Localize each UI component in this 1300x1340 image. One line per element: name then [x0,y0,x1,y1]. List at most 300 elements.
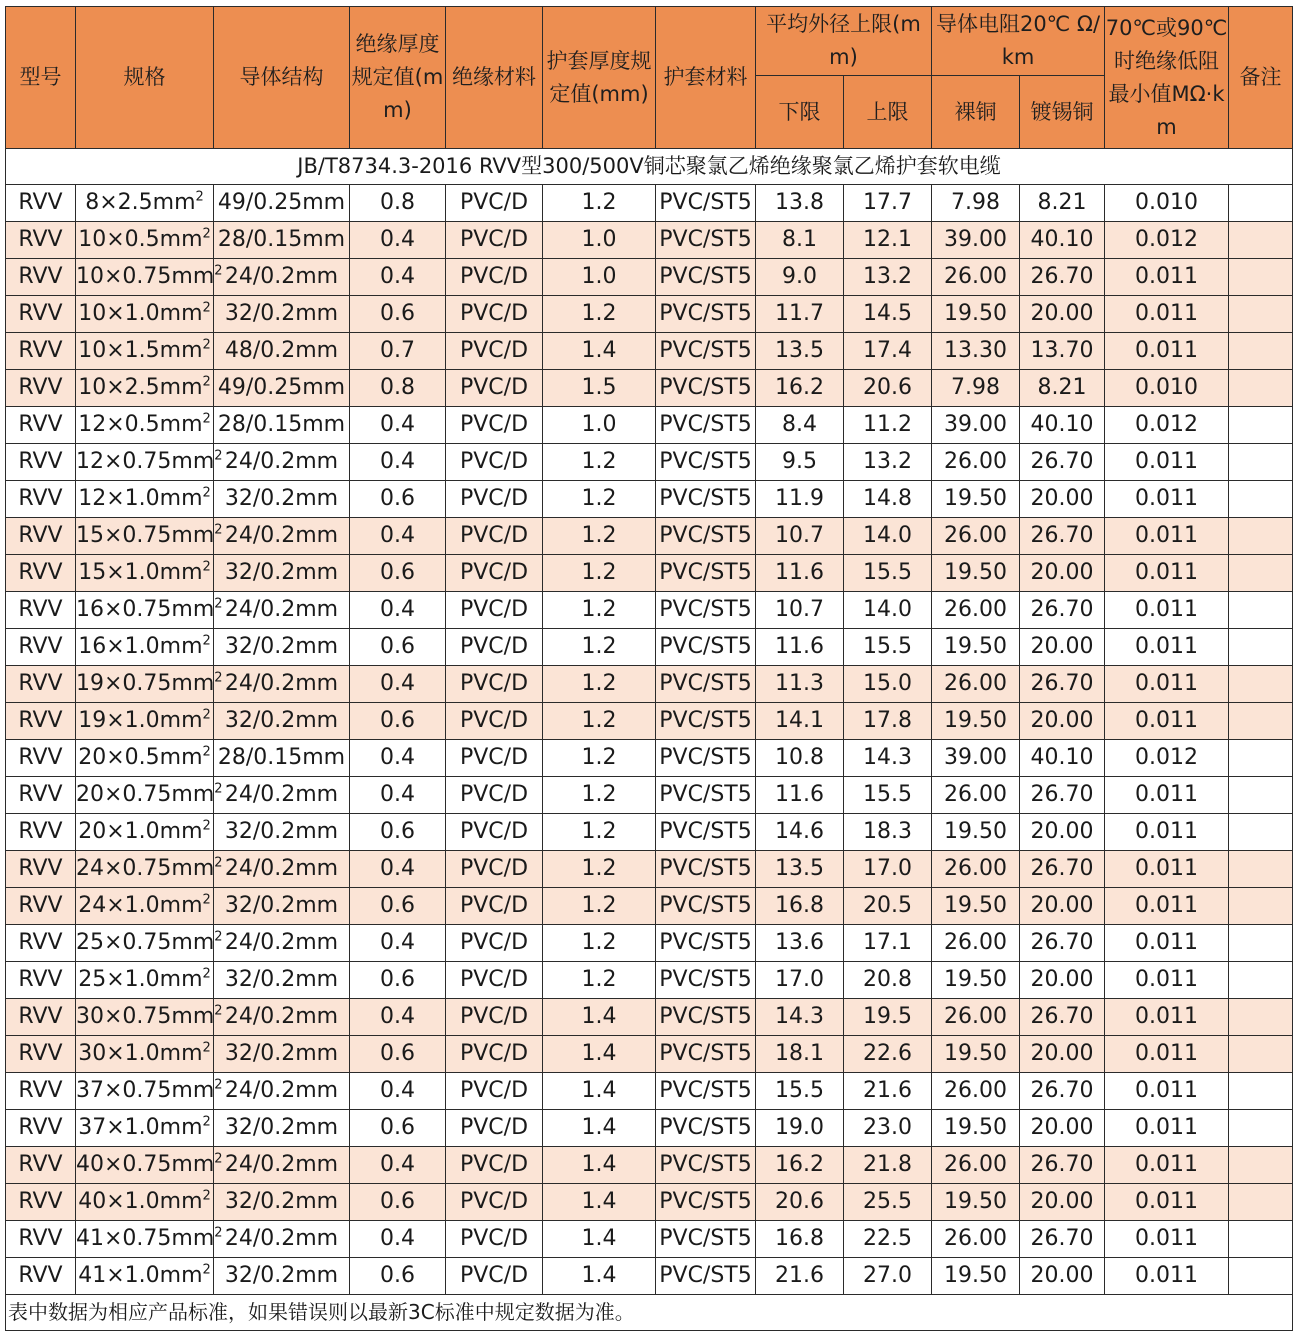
spec-text: 40×1.0mm [78,1189,203,1214]
cell-insulation-resistance: 0.011 [1105,1110,1229,1147]
cell-od-lower: 11.6 [756,777,844,814]
cell-model: RVV [6,629,76,666]
cell-remarks [1229,962,1293,999]
unit-superscript: 2 [202,707,211,723]
cell-sheath-thickness: 1.4 [543,333,656,370]
cell-sheath-material: PVC/ST5 [656,925,756,962]
spec-text: 15×0.75mm [76,523,215,548]
cell-sheath-material: PVC/ST5 [656,1258,756,1295]
unit-superscript: 2 [214,596,223,612]
cell-bare-copper: 19.50 [932,1258,1020,1295]
cell-insulation-material: PVC/D [446,1073,543,1110]
cell-bare-copper: 26.00 [932,592,1020,629]
cell-model: RVV [6,740,76,777]
cell-remarks [1229,518,1293,555]
cell-conductor: 24/0.2mm [214,851,350,888]
cell-insulation-material: PVC/D [446,1184,543,1221]
cell-spec [76,1184,214,1221]
cell-remarks [1229,259,1293,296]
unit-superscript: 2 [202,374,211,390]
table-row [6,370,1293,407]
cell-od-upper: 15.5 [844,629,932,666]
cell-tinned-copper: 20.00 [1020,1184,1105,1221]
table-row [6,888,1293,925]
cell-sheath-material: PVC/ST5 [656,333,756,370]
cell-conductor: 32/0.2mm [214,296,350,333]
cell-insulation-resistance: 0.011 [1105,666,1229,703]
cell-spec [76,888,214,925]
cell-insulation-thickness: 0.6 [350,1110,446,1147]
cell-insulation-material: PVC/D [446,407,543,444]
cell-bare-copper: 19.50 [932,1110,1020,1147]
unit-superscript: 2 [214,263,223,279]
cell-spec [76,666,223,703]
cell-model: RVV [6,592,76,629]
table-row [6,555,1293,592]
cell-od-lower: 10.7 [756,518,844,555]
cell-tinned-copper: 20.00 [1020,1110,1105,1147]
cell-od-lower: 20.6 [756,1184,844,1221]
cell-spec [76,518,223,555]
cell-insulation-material: PVC/D [446,1258,543,1295]
unit-superscript: 2 [202,966,211,982]
cell-tinned-copper: 40.10 [1020,222,1105,259]
cell-insulation-material: PVC/D [446,185,543,222]
cell-remarks [1229,1258,1293,1295]
cell-remarks [1229,888,1293,925]
cell-conductor: 24/0.2mm [214,592,350,629]
cell-insulation-resistance: 0.011 [1105,962,1229,999]
cell-sheath-thickness: 1.2 [543,296,656,333]
cell-tinned-copper: 26.70 [1020,1073,1105,1110]
cell-sheath-material: PVC/ST5 [656,1221,756,1258]
cell-od-upper: 22.5 [844,1221,932,1258]
cell-spec [76,777,223,814]
table-row [6,1258,1293,1295]
cell-sheath-material: PVC/ST5 [656,370,756,407]
cell-bare-copper: 39.00 [932,740,1020,777]
cell-remarks [1229,777,1293,814]
cell-bare-copper: 19.50 [932,629,1020,666]
cell-insulation-resistance: 0.011 [1105,814,1229,851]
cell-tinned-copper: 20.00 [1020,481,1105,518]
header-insulation-material: 绝缘材料 [446,7,543,149]
cell-insulation-thickness: 0.4 [350,999,446,1036]
cell-insulation-thickness: 0.6 [350,1258,446,1295]
cell-bare-copper: 26.00 [932,444,1020,481]
cell-sheath-thickness: 1.2 [543,888,656,925]
cell-insulation-thickness: 0.6 [350,629,446,666]
cell-insulation-material: PVC/D [446,370,543,407]
cell-sheath-thickness: 1.0 [543,259,656,296]
cell-sheath-thickness: 1.4 [543,1258,656,1295]
unit-superscript: 2 [214,670,223,686]
cell-od-lower: 11.6 [756,629,844,666]
cell-insulation-resistance: 0.011 [1105,481,1229,518]
cell-sheath-material: PVC/ST5 [656,185,756,222]
cell-model: RVV [6,1184,76,1221]
header-od-upper: 上限 [844,76,932,149]
cell-insulation-thickness: 0.6 [350,1036,446,1073]
cell-insulation-thickness: 0.7 [350,333,446,370]
cell-model: RVV [6,814,76,851]
cell-insulation-resistance: 0.011 [1105,777,1229,814]
cell-sheath-thickness: 1.4 [543,1184,656,1221]
cell-model: RVV [6,962,76,999]
cell-od-upper: 14.0 [844,592,932,629]
cell-insulation-material: PVC/D [446,703,543,740]
cell-tinned-copper: 20.00 [1020,814,1105,851]
cell-bare-copper: 26.00 [932,1221,1020,1258]
cell-insulation-material: PVC/D [446,555,543,592]
cell-od-upper: 21.6 [844,1073,932,1110]
cell-insulation-thickness: 0.6 [350,296,446,333]
header-insulation-thickness: 绝缘厚度规定值(mm) [350,7,446,149]
cell-insulation-thickness: 0.4 [350,259,446,296]
cell-conductor: 24/0.2mm [214,1073,350,1110]
cell-insulation-resistance: 0.012 [1105,407,1229,444]
unit-superscript: 2 [202,892,211,908]
cell-od-lower: 10.8 [756,740,844,777]
cell-od-upper: 17.1 [844,925,932,962]
cell-od-lower: 19.0 [756,1110,844,1147]
cell-model: RVV [6,444,76,481]
cell-model: RVV [6,851,76,888]
cell-model: RVV [6,1110,76,1147]
cell-sheath-material: PVC/ST5 [656,703,756,740]
cell-spec [76,962,214,999]
cell-conductor: 32/0.2mm [214,629,350,666]
cell-bare-copper: 19.50 [932,962,1020,999]
cell-insulation-material: PVC/D [446,333,543,370]
cell-sheath-thickness: 1.2 [543,703,656,740]
header-conductor: 导体结构 [214,7,350,149]
cell-od-upper: 14.8 [844,481,932,518]
spec-text: 19×1.0mm [78,708,203,733]
cell-od-upper: 14.0 [844,518,932,555]
cell-conductor: 24/0.2mm [214,1221,350,1258]
cell-insulation-material: PVC/D [446,222,543,259]
cell-model: RVV [6,703,76,740]
table-row [6,1110,1293,1147]
spec-text: 10×1.0mm [78,301,203,326]
cell-sheath-material: PVC/ST5 [656,444,756,481]
unit-superscript: 2 [214,1151,223,1167]
spec-text: 20×0.5mm [78,745,203,770]
cell-insulation-resistance: 0.011 [1105,851,1229,888]
cell-insulation-material: PVC/D [446,518,543,555]
cell-model: RVV [6,1036,76,1073]
cell-insulation-thickness: 0.8 [350,185,446,222]
cell-spec [76,999,223,1036]
spec-text: 16×1.0mm [78,634,203,659]
table-title-row [6,149,1293,185]
cell-conductor: 32/0.2mm [214,814,350,851]
table-row [6,666,1293,703]
cell-sheath-material: PVC/ST5 [656,555,756,592]
unit-superscript: 2 [214,1077,223,1093]
cell-sheath-material: PVC/ST5 [656,629,756,666]
spec-text: 41×0.75mm [76,1226,215,1251]
cell-sheath-material: PVC/ST5 [656,518,756,555]
table-row [6,629,1293,666]
cell-tinned-copper: 26.70 [1020,925,1105,962]
cell-remarks [1229,1073,1293,1110]
cell-insulation-material: PVC/D [446,740,543,777]
spec-text: 16×0.75mm [76,597,215,622]
cell-remarks [1229,814,1293,851]
cell-od-upper: 11.2 [844,407,932,444]
cell-insulation-thickness: 0.4 [350,1073,446,1110]
cell-od-upper: 19.5 [844,999,932,1036]
cell-sheath-material: PVC/ST5 [656,814,756,851]
unit-superscript: 2 [202,633,211,649]
cell-insulation-resistance: 0.011 [1105,925,1229,962]
cell-conductor: 32/0.2mm [214,1036,350,1073]
cell-tinned-copper: 20.00 [1020,962,1105,999]
cell-sheath-thickness: 1.0 [543,222,656,259]
spec-text: 25×1.0mm [78,967,203,992]
cell-insulation-material: PVC/D [446,1221,543,1258]
cell-insulation-material: PVC/D [446,592,543,629]
cell-sheath-thickness: 1.2 [543,851,656,888]
cell-tinned-copper: 20.00 [1020,555,1105,592]
header-bare-copper: 裸铜 [932,76,1020,149]
cell-od-lower: 8.4 [756,407,844,444]
cell-tinned-copper: 20.00 [1020,888,1105,925]
cell-od-lower: 13.8 [756,185,844,222]
cell-remarks [1229,555,1293,592]
cell-remarks [1229,703,1293,740]
cell-sheath-thickness: 1.4 [543,1036,656,1073]
cell-sheath-thickness: 1.2 [543,814,656,851]
unit-superscript: 2 [202,226,211,242]
cell-insulation-material: PVC/D [446,925,543,962]
cell-insulation-thickness: 0.4 [350,444,446,481]
cell-model: RVV [6,1258,76,1295]
spec-text: 10×0.5mm [78,227,203,252]
cell-tinned-copper: 26.70 [1020,999,1105,1036]
cell-spec [76,555,214,592]
cell-conductor: 28/0.15mm [214,407,350,444]
cell-model: RVV [6,407,76,444]
cell-od-upper: 27.0 [844,1258,932,1295]
cell-conductor: 32/0.2mm [214,481,350,518]
header-od-lower: 下限 [756,76,844,149]
cell-insulation-thickness: 0.6 [350,962,446,999]
unit-superscript: 2 [195,189,204,205]
cell-conductor: 49/0.25mm [214,370,350,407]
cell-spec [76,370,214,407]
cell-remarks [1229,481,1293,518]
footnote-row [6,1295,1293,1331]
cell-model: RVV [6,1221,76,1258]
cell-sheath-material: PVC/ST5 [656,1073,756,1110]
cell-remarks [1229,444,1293,481]
cell-insulation-thickness: 0.4 [350,777,446,814]
cell-od-lower: 13.5 [756,851,844,888]
cell-remarks [1229,296,1293,333]
cell-bare-copper: 26.00 [932,1073,1020,1110]
cell-conductor: 32/0.2mm [214,1258,350,1295]
cell-insulation-material: PVC/D [446,851,543,888]
cell-insulation-thickness: 0.4 [350,592,446,629]
cell-tinned-copper: 26.70 [1020,518,1105,555]
cell-insulation-resistance: 0.010 [1105,370,1229,407]
cell-remarks [1229,666,1293,703]
table-body [6,149,1293,1295]
table-row [6,925,1293,962]
cell-od-upper: 18.3 [844,814,932,851]
cell-conductor: 24/0.2mm [214,999,350,1036]
spec-text: 15×1.0mm [78,560,203,585]
cell-sheath-thickness: 1.2 [543,666,656,703]
table-row [6,740,1293,777]
cell-model: RVV [6,333,76,370]
cell-conductor: 24/0.2mm [214,1147,350,1184]
cell-od-upper: 17.8 [844,703,932,740]
unit-superscript: 2 [202,300,211,316]
header-spec: 规格 [76,7,214,149]
header-sheath-thickness: 护套厚度规定值(mm) [543,7,656,149]
cell-conductor: 28/0.15mm [214,222,350,259]
cell-remarks [1229,370,1293,407]
cell-tinned-copper: 13.70 [1020,333,1105,370]
cell-bare-copper: 19.50 [932,555,1020,592]
cell-od-lower: 13.6 [756,925,844,962]
cell-insulation-material: PVC/D [446,999,543,1036]
cell-spec [76,740,214,777]
cell-spec [76,185,214,222]
spec-text: 10×2.5mm [78,375,203,400]
cell-od-lower: 16.2 [756,1147,844,1184]
table-row [6,1036,1293,1073]
cell-tinned-copper: 26.70 [1020,777,1105,814]
cell-tinned-copper: 26.70 [1020,592,1105,629]
cell-insulation-resistance: 0.011 [1105,1073,1229,1110]
spec-text: 8×2.5mm [85,190,196,215]
cell-od-lower: 17.0 [756,962,844,999]
cell-sheath-material: PVC/ST5 [656,1184,756,1221]
cell-spec [76,296,214,333]
table-row [6,1184,1293,1221]
cell-insulation-resistance: 0.011 [1105,296,1229,333]
table-row [6,222,1293,259]
cell-insulation-thickness: 0.6 [350,814,446,851]
spec-text: 37×1.0mm [78,1115,203,1140]
cell-spec [76,222,214,259]
cell-model: RVV [6,888,76,925]
spec-text: 24×1.0mm [78,893,203,918]
cell-od-upper: 20.6 [844,370,932,407]
table-row [6,444,1293,481]
header-sheath-material: 护套材料 [656,7,756,149]
cell-od-upper: 17.0 [844,851,932,888]
header-tinned-copper: 镀锡铜 [1020,76,1105,149]
cell-insulation-resistance: 0.012 [1105,222,1229,259]
cell-od-lower: 14.1 [756,703,844,740]
cell-tinned-copper: 8.21 [1020,185,1105,222]
cell-sheath-thickness: 1.4 [543,1221,656,1258]
cell-insulation-thickness: 0.4 [350,222,446,259]
cell-sheath-thickness: 1.2 [543,629,656,666]
cell-model: RVV [6,555,76,592]
cell-od-lower: 15.5 [756,1073,844,1110]
cell-remarks [1229,1221,1293,1258]
cell-sheath-material: PVC/ST5 [656,222,756,259]
cell-od-lower: 9.5 [756,444,844,481]
cell-bare-copper: 26.00 [932,999,1020,1036]
unit-superscript: 2 [214,1225,223,1241]
cell-tinned-copper: 20.00 [1020,1036,1105,1073]
cell-insulation-resistance: 0.011 [1105,999,1229,1036]
cell-remarks [1229,1184,1293,1221]
cell-od-upper: 17.7 [844,185,932,222]
spec-text: 10×1.5mm [78,338,203,363]
table-row [6,999,1293,1036]
cell-insulation-material: PVC/D [446,888,543,925]
unit-superscript: 2 [214,781,223,797]
table-row [6,481,1293,518]
cell-bare-copper: 26.00 [932,259,1020,296]
cell-spec [76,1110,214,1147]
cell-spec [76,703,214,740]
footnote: 表中数据为相应产品标准，如果错误则以最新3C标准中规定数据为准。 [6,1295,1293,1331]
cell-conductor: 32/0.2mm [214,1184,350,1221]
cell-insulation-material: PVC/D [446,629,543,666]
cell-sheath-material: PVC/ST5 [656,1036,756,1073]
cell-od-upper: 21.8 [844,1147,932,1184]
cell-od-lower: 8.1 [756,222,844,259]
cell-od-upper: 13.2 [844,259,932,296]
table-row [6,814,1293,851]
cell-remarks [1229,222,1293,259]
cell-bare-copper: 26.00 [932,518,1020,555]
unit-superscript: 2 [202,485,211,501]
cell-sheath-material: PVC/ST5 [656,1147,756,1184]
cell-insulation-thickness: 0.6 [350,481,446,518]
table-row [6,703,1293,740]
cell-od-upper: 23.0 [844,1110,932,1147]
cell-od-lower: 10.7 [756,592,844,629]
cell-insulation-material: PVC/D [446,259,543,296]
header-conductor-resistance: 导体电阻20℃ Ω/km [932,7,1105,76]
cell-bare-copper: 19.50 [932,703,1020,740]
cell-conductor: 32/0.2mm [214,962,350,999]
cell-od-lower: 16.8 [756,888,844,925]
cell-bare-copper: 39.00 [932,222,1020,259]
cell-remarks [1229,592,1293,629]
cell-insulation-thickness: 0.4 [350,666,446,703]
cell-spec [76,1221,223,1258]
cell-model: RVV [6,1147,76,1184]
spec-text: 30×1.0mm [78,1041,203,1066]
cell-conductor: 24/0.2mm [214,777,350,814]
cell-od-upper: 17.4 [844,333,932,370]
cell-insulation-resistance: 0.011 [1105,259,1229,296]
cell-model: RVV [6,925,76,962]
cell-tinned-copper: 26.70 [1020,666,1105,703]
unit-superscript: 2 [202,1262,211,1278]
unit-superscript: 2 [202,337,211,353]
cell-tinned-copper: 20.00 [1020,629,1105,666]
cell-sheath-thickness: 1.2 [543,925,656,962]
cell-sheath-material: PVC/ST5 [656,407,756,444]
cell-model: RVV [6,296,76,333]
cell-sheath-thickness: 1.2 [543,185,656,222]
cell-sheath-material: PVC/ST5 [656,1110,756,1147]
cell-insulation-thickness: 0.4 [350,518,446,555]
